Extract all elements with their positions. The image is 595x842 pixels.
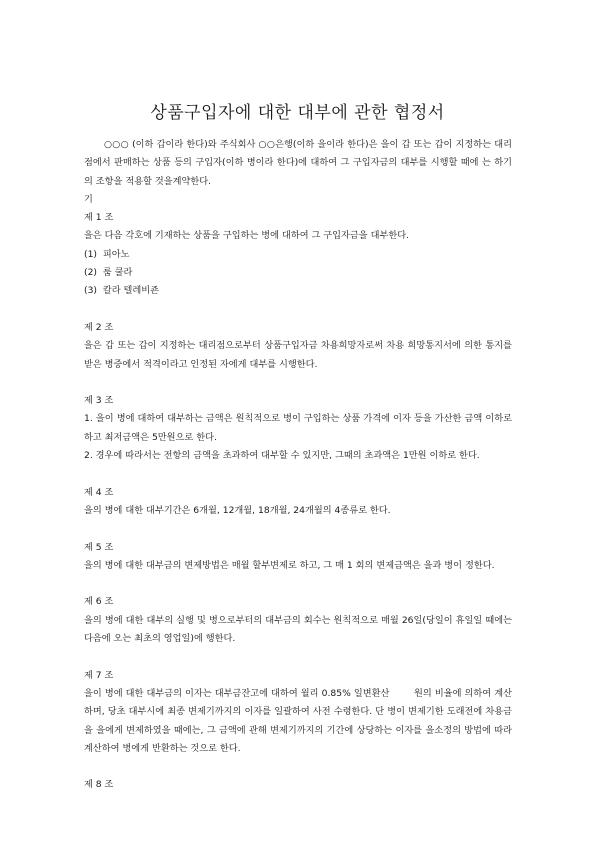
article-3-clause-2: 2. 경우에 따라서는 전항의 금액을 초과하여 대부할 수 있지만, 그때의 초과액은 1만원 이하로 한다. bbox=[84, 450, 480, 462]
article-6-heading: 제 6 조 bbox=[84, 596, 114, 608]
spacer bbox=[84, 374, 512, 392]
article-5-text: 을의 병에 대한 대부금의 변제방법은 매월 할부변제로 하고, 그 매 1 회의 변제금액은 을과 병이 정한다. bbox=[84, 559, 495, 571]
gi-marker: 기 bbox=[84, 193, 93, 205]
document-body bbox=[84, 136, 515, 795]
spacer bbox=[84, 301, 512, 319]
article-1-heading: 제 1 조 bbox=[84, 212, 114, 224]
article-6-text: 을의 병에 대한 대부의 실행 및 병으로부터의 대부금의 회수는 원칙적으로 매월 26일(당일이 휴일일 때에는 다음에 오는 최초의 영업일)에 행한다. bbox=[84, 614, 512, 645]
spacer bbox=[84, 520, 512, 538]
article-2-text: 을은 갑 또는 갑이 지정하는 대리점으로부터 상품구입자금 차용희망자로써 차용 희망통지서에 의한 통지를 받은 병중에서 적격이라고 인정된 자에게 대부를 시행한다. bbox=[84, 340, 512, 370]
article-3-heading: 제 3 조 bbox=[84, 395, 114, 407]
article-7-heading: 제 7 조 bbox=[84, 669, 114, 681]
document-title: 상품구입자에 대한 대부에 관한 협정서 bbox=[150, 103, 445, 123]
spacer bbox=[84, 575, 512, 593]
article-7-text: 을이 병에 대한 대부금의 이자는 대부금잔고에 대하여 월리 0.85% 일변환산 원의 비율에 의하여 계산하며, 당초 대부시에 최종 변제기까지의 이자를 일괄하여 사전 수령한다. 단 병이 변제기한 도래전에 차용금을 을에게 변제하였을 때에는, 그 금액에 관해 변제기까지의 기간에 상당하는 이자를 을소정의 방법에 따라 계산하여 병에게 반환하는 것으로 한다. bbox=[84, 687, 515, 754]
article-2-heading: 제 2 조 bbox=[84, 321, 114, 333]
article-8-heading: 제 8 조 bbox=[84, 779, 114, 791]
article-1-item-3: (3) 칼라 텔레비죤 bbox=[84, 285, 160, 297]
spacer bbox=[84, 648, 512, 666]
article-3-clause-1: 1. 을이 병에 대하여 대부하는 금액은 원칙적으로 병이 구입하는 상품 가격에 이자 등을 가산한 금액 이하로 하고 최저금액은 5만원으로 한다. bbox=[84, 413, 512, 443]
article-1-item-1: (1) 피아노 bbox=[84, 248, 130, 260]
intro-paragraph: ○○○ (이하 갑이라 한다)와 주식회사 ○○은행(이하 을이라 한다)은 을이 갑 또는 갑이 지정하는 대리점에서 판매하는 상품 등의 구입자(이하 병이라 한다)에 대하여 그 구입자금의 대부를 시행할 때에 는 하기의 조항을 적용할 것을계약한다. bbox=[84, 139, 512, 187]
article-4-text: 을의 병에 대한 대부기간은 6개월, 12개월, 18개월, 24개월의 4종류로 한다. bbox=[84, 504, 391, 516]
spacer bbox=[84, 758, 512, 776]
article-4-heading: 제 4 조 bbox=[84, 486, 114, 498]
article-1-text: 을은 다음 각호에 기재하는 상품을 구입하는 병에 대하여 그 구입자금을 대부한다. bbox=[84, 230, 410, 242]
article-1-item-2: (2) 룸 쿨라 bbox=[84, 267, 133, 279]
article-5-heading: 제 5 조 bbox=[84, 541, 114, 553]
spacer bbox=[84, 465, 512, 483]
